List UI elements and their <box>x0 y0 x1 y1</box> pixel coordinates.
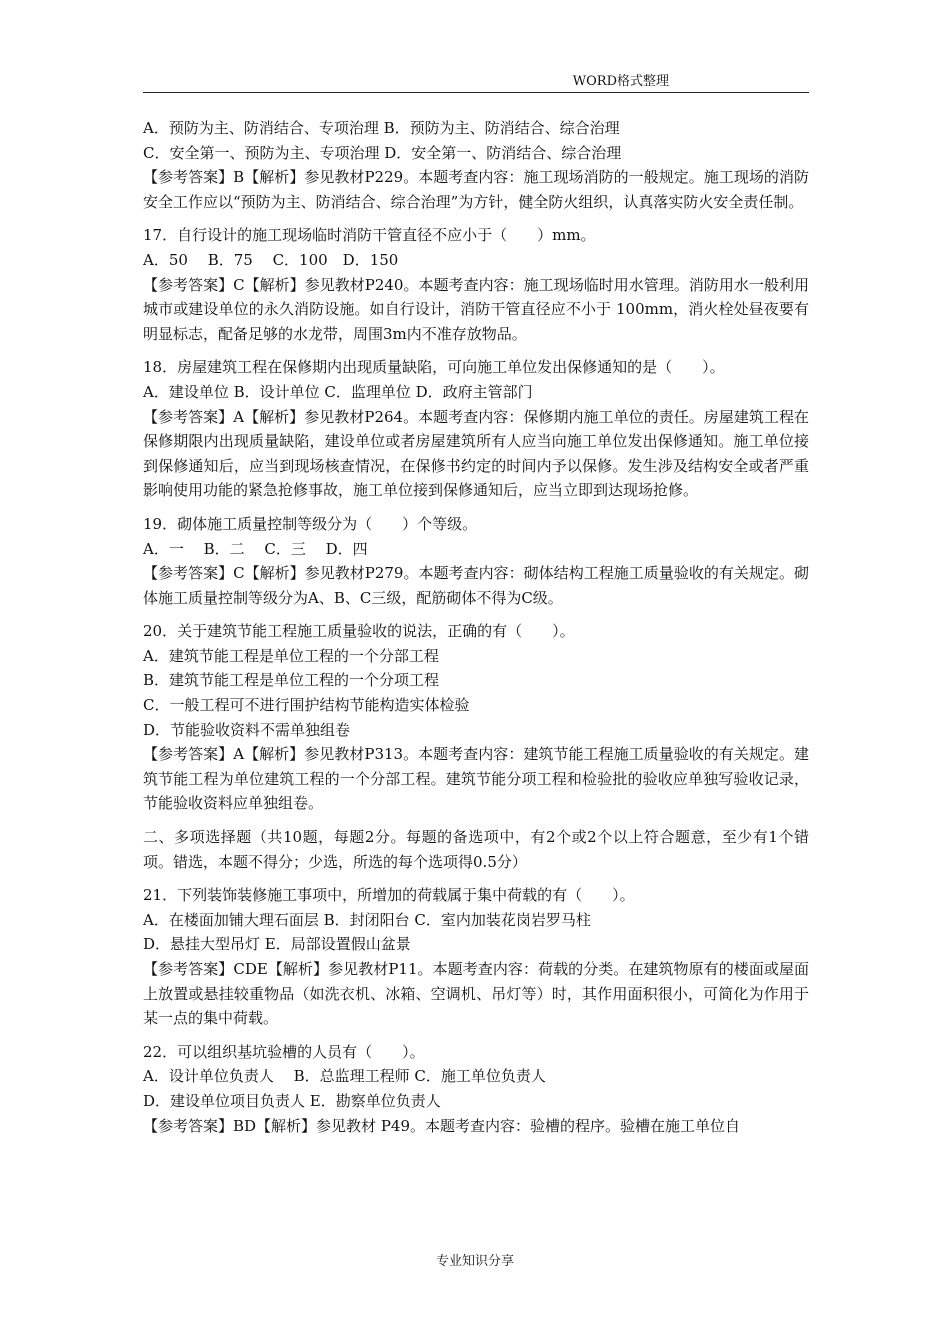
option-line: A．在楼面加铺大理石面层 B．封闭阳台 C．室内加装花岗岩罗马柱 <box>143 910 591 929</box>
answer-explanation: 【参考答案】A【解析】参见教材P313。本题考查内容：建筑节能工程施工质量验收的有关规定。建筑节能工程为单位建筑工程的一个分部工程。建筑节能分项工程和检验批的验收应单独写验收记录，节能验收资料应单独组卷。 <box>143 745 809 813</box>
answer-explanation: 【参考答案】C【解析】参见教材P240。本题考查内容：施工现场临时用水管理。消防用水一般利用城市或建设单位的永久消防设施。如自行设计，消防干管直径应不小于 100mm，消火栓处昼夜要有明显标志，配备足够的水龙带，周围3m内不准存放物品。 <box>143 275 809 343</box>
question-block-22 <box>143 1040 809 1138</box>
option-line: A．一 B．二 C．三 D．四 <box>143 539 368 558</box>
option-line: D．悬挂大型吊灯 E．局部设置假山盆景 <box>143 935 411 954</box>
answer-explanation: 【参考答案】BD【解析】参见教材 P49。本题考查内容：验槽的程序。验槽在施工单位自 <box>143 1116 741 1135</box>
option-line: A．预防为主、防消结合、专项治理 B．预防为主、防消结合、综合治理 <box>143 119 620 137</box>
question-text: 22．可以组织基坑验槽的人员有（ ）。 <box>143 1042 425 1061</box>
answer-explanation: 【参考答案】C【解析】参见教材P279。本题考查内容：砌体结构工程施工质量验收的有关规定。砌体施工质量控制等级分为A、B、C三级，配筋砌体不得为C级。 <box>143 564 809 607</box>
answer-explanation: 【参考答案】B【解析】参见教材P229。本题考查内容：施工现场消防的一般规定。施工现场的消防安全工作应以“预防为主、防消结合、综合治理”为方针，健全防火组织，认真落实防火安全责任制。 <box>143 168 809 211</box>
document-body <box>143 116 809 1147</box>
section-instructions: 二、多项选择题（共10题，每题2分。每题的备选项中，有2个或2个以上符合题意，至少有1个错项。错选，本题不得分；少选，所选的每个选项得0.5分） <box>143 828 809 871</box>
option-line: C．安全第一、预防为主、专项治理 D．安全第一、防消结合、综合治理 <box>143 143 622 162</box>
header-title: WORD格式整理 <box>572 74 669 89</box>
option-line: C．一般工程可不进行围护结构节能构造实体检验 <box>143 696 470 715</box>
question-block-17 <box>143 223 809 346</box>
page-header <box>143 70 809 93</box>
answer-explanation: 【参考答案】A【解析】参见教材P264。本题考查内容：保修期内施工单位的责任。房屋建筑工程在保修期限内出现质量缺陷，建设单位或者房屋建筑所有人应当向施工单位发出保修通知。施工单位接到保修通知后，应当到现场核查情况，在保修书约定的时间内予以保修。发生涉及结构安全或者严重影响使用功能的紧急抢修事故，施工单位接到保修通知后，应当立即到达现场抢修。 <box>143 407 809 500</box>
option-line: A．设计单位负责人 B．总监理工程师 C．施工单位负责人 <box>143 1067 546 1086</box>
option-line: D．建设单位项目负责人 E．勘察单位负责人 <box>143 1091 441 1110</box>
option-line: A．建设单位 B．设计单位 C．监理单位 D．政府主管部门 <box>143 382 533 401</box>
question-text: 20．关于建筑节能工程施工质量验收的说法，正确的有（ ）。 <box>143 622 575 641</box>
question-block-20 <box>143 619 809 816</box>
question-text: 21．下列装饰装修施工事项中，所增加的荷载属于集中荷载的有（ ）。 <box>143 886 635 905</box>
option-line: A．建筑节能工程是单位工程的一个分部工程 <box>143 646 439 665</box>
footer-text: 专业知识分享 <box>435 1254 514 1269</box>
question-block-18 <box>143 355 809 503</box>
option-line: D．节能验收资料不需单独组卷 <box>143 720 351 739</box>
question-text: 18．房屋建筑工程在保修期内出现质量缺陷，可向施工单位发出保修通知的是（ ）。 <box>143 358 725 377</box>
page-footer <box>0 1250 950 1269</box>
question-block-16 <box>143 116 809 214</box>
question-text: 17．自行设计的施工现场临时消防干管直径不应小于（ ）mm。 <box>143 226 596 245</box>
question-text: 19．砌体施工质量控制等级分为（ ）个等级。 <box>143 514 478 533</box>
option-line: A．50 B．75 C．100 D．150 <box>143 250 399 269</box>
option-line: B．建筑节能工程是单位工程的一个分项工程 <box>143 671 440 690</box>
answer-explanation: 【参考答案】CDE【解析】参见教材P11。本题考查内容：荷载的分类。在建筑物原有的楼面或屋面上放置或悬挂较重物品（如洗衣机、冰箱、空调机、吊灯等）时，其作用面积很小，可简化为作用于某一点的集中荷载。 <box>143 960 809 1028</box>
question-block-19 <box>143 512 809 610</box>
question-block-21 <box>143 883 809 1031</box>
section-heading-multiple-choice <box>143 825 809 874</box>
